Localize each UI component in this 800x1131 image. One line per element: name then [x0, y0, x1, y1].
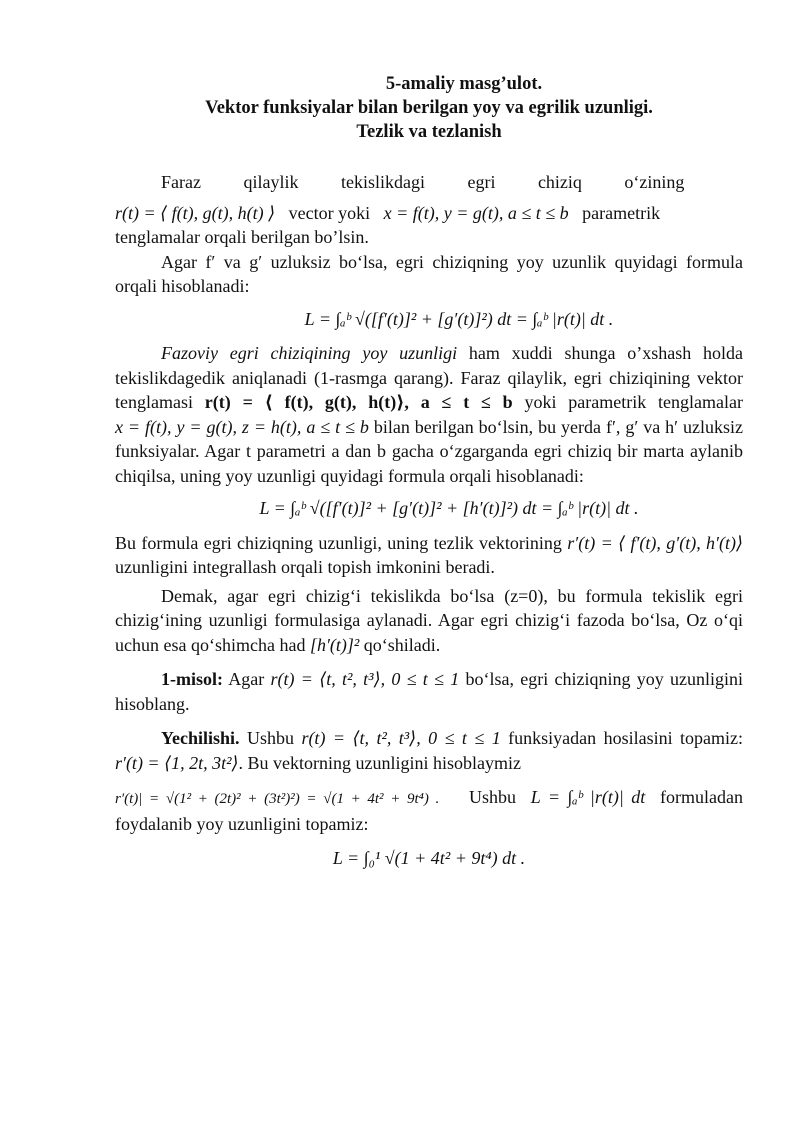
space-vector-formula: r(t) = ⟨ f(t), g(t), h(t)⟩, a ≤ t ≤ b [204, 392, 513, 412]
solution [115, 726, 743, 775]
lesson-subtitle: Tezlik va tezlanish [356, 122, 502, 142]
space-arc-length-formula: L = ∫ₐᵇ √([f′(t)]² + [g′(t)]² + [h′(t)]²) dt = ∫ₐᵇ |r(t)| dt . [259, 498, 639, 518]
parametric-formula: x = f(t), y = g(t), a ≤ t ≤ b [383, 202, 569, 223]
conclusion-text-b: qo‘shiladi. [363, 634, 441, 655]
example-formula: r(t) = ⟨t, t², t³⟩, 0 ≤ t ≤ 1 [270, 669, 460, 689]
velocity-text-a: Bu formula egri chiziqning uzunligi, uning tezlik vektorining [115, 532, 562, 553]
space-arc-text-b: yoki parametrik tenglamalar [524, 392, 744, 412]
vector-word: vector yoki [288, 202, 371, 223]
example-1 [115, 667, 743, 716]
velocity-vector-formula: r′(t) = ⟨ f′(t), g′(t), h′(t)⟩ [567, 532, 743, 553]
paragraph-plane-arc: Agar f′ va g′ uzluksiz bo‘lsa, egri chiziqning yoy uzunlik quyidagi formula orqali hisoblanadi: [115, 251, 743, 296]
paragraph-space-arc [115, 341, 743, 488]
document-page [115, 72, 743, 875]
norm-formula: r′(t)| = √(1² + (2t)² + (3t²)²) = √(1 + 4t² + 9t⁴) . [115, 791, 440, 807]
space-arc-text-a: ham xuddi shunga o’xshash holda tekislikdagedik aniqlanadi (1-rasmga qarang). Faraz qilaylik, egri chiziqining vektor tenglamasi [115, 343, 744, 412]
paragraph-intro-cont [115, 201, 743, 250]
intro-text: Faraz qilaylik tekislikdagi egri chiziq o‘zining [161, 172, 685, 192]
derivative-formula: r′(t) = ⟨1, 2t, 3t²⟩ [115, 752, 239, 773]
space-parametric-formula: x = f(t), y = g(t), z = h(t), a ≤ t ≤ b [115, 416, 369, 437]
paragraph-conclusion [115, 584, 743, 658]
lesson-title: Vektor funksiyalar bilan berilgan yoy va egrilik uzunligi. [205, 98, 653, 118]
example-text-b: bo‘lsa, egri chiziqning yoy uzunligini hisoblang. [115, 669, 744, 714]
plane-arc-length-formula: L = ∫ₐᵇ √([f′(t)]² + [g′(t)]²) dt = ∫ₐᵇ |r(t)| dt . [304, 308, 614, 329]
final-integral-formula: L = ∫₀¹ √(1 + 4t² + 9t⁴) dt . [332, 848, 526, 868]
lesson-number: 5-amaliy masg’ulot. [385, 74, 543, 94]
conclusion-text-a: Demak, agar egri chizig‘i tekislikda bo‘lsa (z=0), bu formula tekislik egri chizig‘ining uzunligi formulasiga aylanadi. Agar egri chizig‘i fazoda bo‘lsa, Oz o‘qi uchun esa qo‘shimcha had [115, 585, 743, 655]
solution-text-c: . Bu vektorning uzunligini hisoblaymiz [238, 752, 522, 773]
solution-text-d: Ushbu [468, 787, 516, 807]
solution-label: Yechilishi. [161, 728, 240, 748]
example-text-a: Agar [228, 669, 265, 689]
paragraph-intro [115, 170, 743, 195]
space-arc-text-c: bilan berilgan bo‘lsin, bu yerda f′, g′ va h′ uzluksiz funksiyalar. Agar t parametri a dan b gacha o‘zgarganda egri chiziq bir marta aylanib chiqilsa, uning yoy uzunligi quyidagi formula orqali hisoblanadi: [115, 416, 744, 486]
solution-text-b: funksiyadan hosilasini topamiz: [508, 728, 744, 748]
arc-length-reference-formula: L = ∫ₐᵇ |r(t)| dt [530, 787, 646, 807]
space-arc-heading: Fazoviy egri chiziqining yoy uzunligi [161, 343, 458, 363]
vector-function-formula: r(t) = ⟨ f(t), g(t), h(t) ⟩ [115, 202, 276, 223]
intro-text-end: tenglamalar orqali berilgan bo’lsin. [115, 227, 369, 247]
solution-function-formula: r(t) = ⟨t, t², t³⟩, 0 ≤ t ≤ 1 [301, 728, 501, 748]
velocity-text-b: uzunligini integrallash orqali topish imkonini beradi. [115, 557, 495, 577]
extra-term-formula: [h′(t)]² [309, 634, 360, 655]
parametric-word: parametrik [582, 202, 661, 223]
solution-norm-line [115, 785, 743, 836]
paragraph-velocity [115, 531, 743, 580]
example-label: 1-misol: [161, 669, 223, 689]
solution-text-e: formuladan foydalanib yoy uzunligini topamiz: [115, 787, 744, 834]
solution-text-a: Ushbu [246, 728, 294, 748]
